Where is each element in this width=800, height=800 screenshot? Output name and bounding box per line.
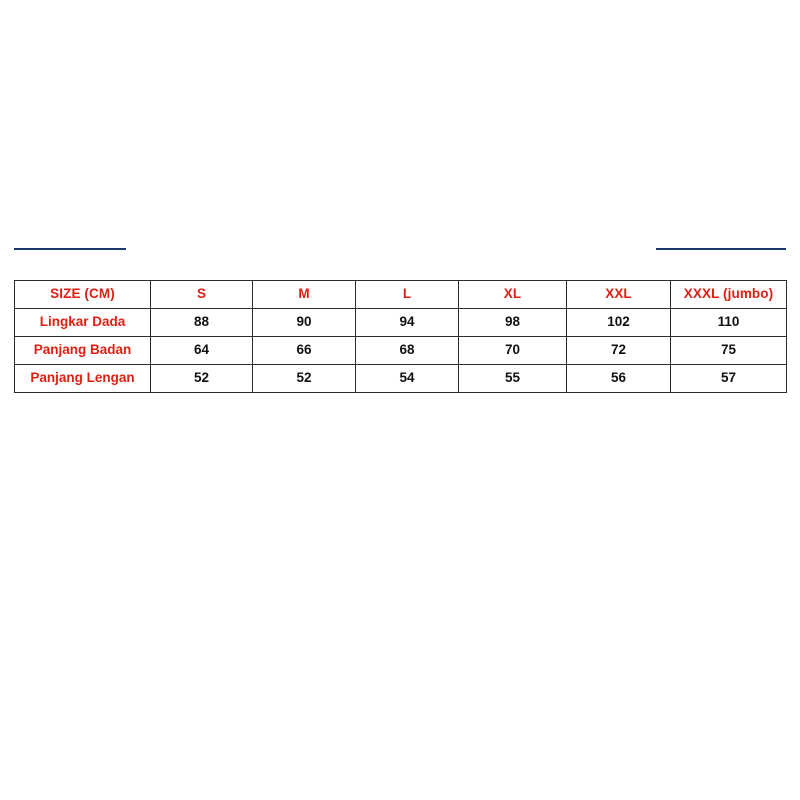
header-cell-l: L — [356, 281, 459, 309]
row-label-panjang-lengan: Panjang Lengan — [15, 365, 151, 393]
table-row — [15, 365, 787, 393]
cell-panjang-lengan-m: 52 — [253, 365, 356, 393]
cell-lingkar-dada-l: 94 — [356, 309, 459, 337]
cell-lingkar-dada-m: 90 — [253, 309, 356, 337]
cell-panjang-badan-xl: 70 — [459, 337, 567, 365]
cell-lingkar-dada-xl: 98 — [459, 309, 567, 337]
header-cell-xxxl: XXXL (jumbo) — [671, 281, 787, 309]
cell-panjang-badan-xxxl: 75 — [671, 337, 787, 365]
decorative-rules — [14, 248, 786, 254]
cell-panjang-lengan-l: 54 — [356, 365, 459, 393]
table-row — [15, 337, 787, 365]
header-cell-xl: XL — [459, 281, 567, 309]
cell-lingkar-dada-s: 88 — [151, 309, 253, 337]
row-label-lingkar-dada: Lingkar Dada — [15, 309, 151, 337]
cell-panjang-lengan-xl: 55 — [459, 365, 567, 393]
rule-right — [656, 248, 786, 250]
cell-lingkar-dada-xxxl: 110 — [671, 309, 787, 337]
header-cell-size: SIZE (CM) — [15, 281, 151, 309]
size-table-container — [14, 280, 786, 393]
row-label-panjang-badan: Panjang Badan — [15, 337, 151, 365]
table-header-row — [15, 281, 787, 309]
cell-panjang-badan-m: 66 — [253, 337, 356, 365]
cell-panjang-lengan-xxl: 56 — [567, 365, 671, 393]
cell-lingkar-dada-xxl: 102 — [567, 309, 671, 337]
cell-panjang-badan-xxl: 72 — [567, 337, 671, 365]
table-row — [15, 309, 787, 337]
cell-panjang-lengan-xxxl: 57 — [671, 365, 787, 393]
cell-panjang-badan-l: 68 — [356, 337, 459, 365]
header-cell-xxl: XXL — [567, 281, 671, 309]
header-cell-s: S — [151, 281, 253, 309]
cell-panjang-badan-s: 64 — [151, 337, 253, 365]
size-table — [14, 280, 787, 393]
header-cell-m: M — [253, 281, 356, 309]
cell-panjang-lengan-s: 52 — [151, 365, 253, 393]
rule-left — [14, 248, 126, 250]
